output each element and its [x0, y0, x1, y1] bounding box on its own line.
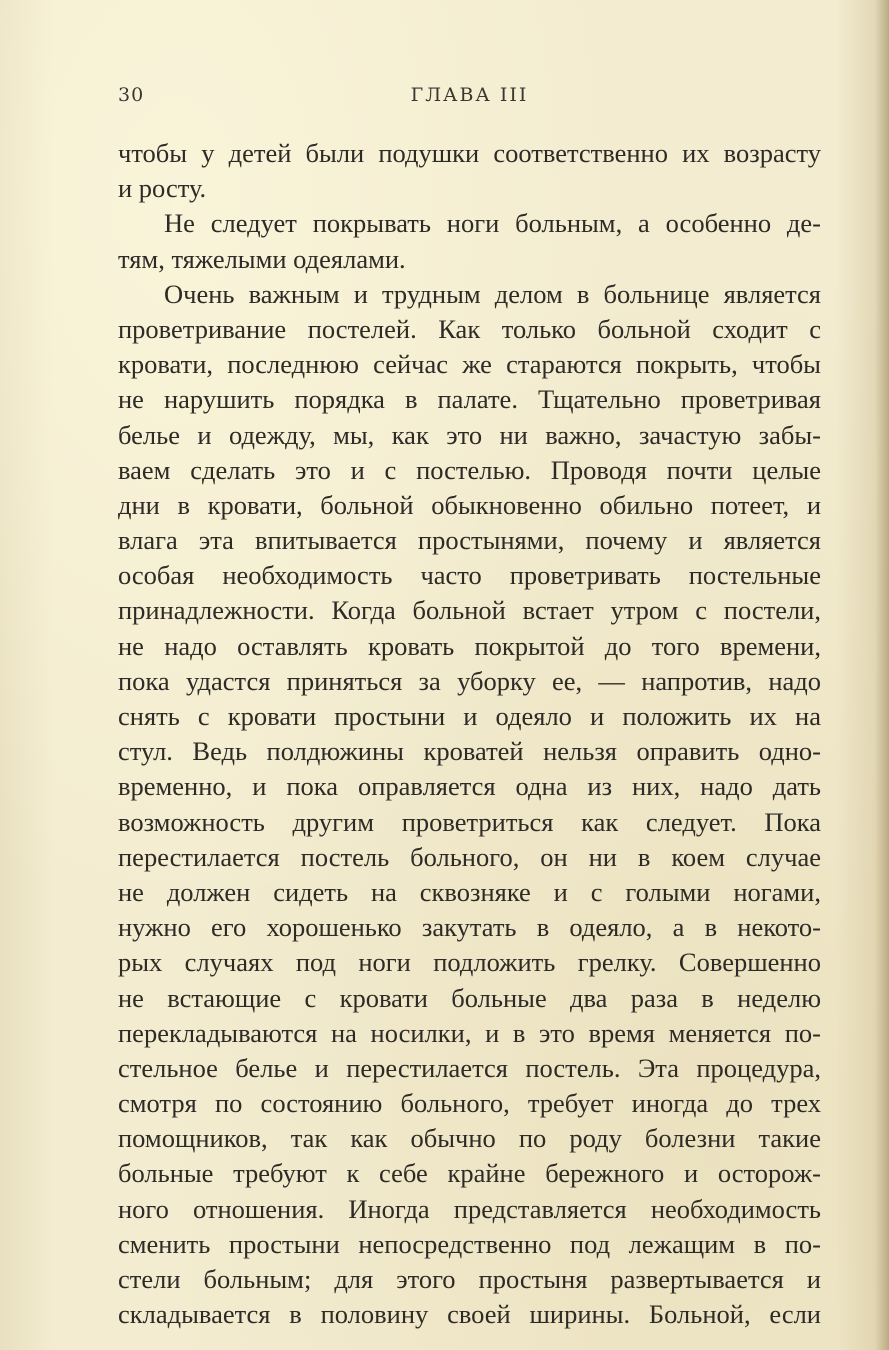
page-edge-shadow: [875, 0, 889, 1350]
text-line: принадлежности. Когда больной встает утром с постели,: [118, 595, 821, 626]
text-line: снять с кровати простыни и одеяло и положить их на: [118, 701, 821, 731]
chapter-title: ГЛАВА III: [410, 84, 529, 106]
text-line: не нарушить порядка в палате. Тщательно проветривая: [118, 384, 821, 415]
text-line: проветривание постелей. Как только больной сходит с: [118, 313, 821, 344]
text-line: ваем сделать это и с постелью. Проводя почти целые: [118, 454, 821, 485]
text-line: складывается в половину своей ширины. Больной, если: [118, 1299, 821, 1330]
text-line: и росту.: [118, 173, 207, 204]
text-line: смотря по состоянию больного, требует иногда до трех: [118, 1088, 821, 1119]
text-line: возможность другим проветриться как следует. Пока: [118, 806, 821, 837]
text-line: чтобы у детей были подушки соответственно их возрасту: [118, 138, 821, 168]
body-text: [118, 136, 821, 1332]
text-line: белье и одежду, мы, как это ни важно, зачастую забы-: [118, 419, 821, 450]
text-line: не надо оставлять кровать покрытой до того времени,: [118, 630, 821, 661]
text-line: сменить простыни непосредственно под лежащим в по-: [118, 1228, 821, 1259]
text-line: пока удастся приняться за уборку ее, — напротив, надо: [118, 665, 821, 696]
text-line: влага эта впитывается простынями, почему и является: [118, 525, 821, 556]
text-line: больные требуют к себе крайне бережного и осторож-: [118, 1158, 821, 1189]
text-line: Очень важным и трудным делом в больнице является: [164, 278, 821, 309]
text-line: кровати, последнюю сейчас же стараются покрыть, чтобы: [118, 349, 821, 380]
text-line: ного отношения. Иногда представляется необходимость: [118, 1193, 821, 1224]
text-line: стул. Ведь полдюжины кроватей нельзя оправить одно-: [118, 736, 821, 767]
text-line: не встающие с кровати больные два раза в неделю: [118, 982, 821, 1013]
text-line: тям, тяжелыми одеялами.: [118, 243, 406, 274]
text-line: особая необходимость часто проветривать постельные: [118, 560, 821, 591]
text-line: помощников, так как обычно по роду болезни такие: [118, 1123, 821, 1154]
running-head: [118, 84, 821, 112]
text-line: Не следует покрывать ноги больным, а особенно де-: [164, 208, 821, 239]
page-number: 30: [118, 84, 145, 106]
text-line: временно, и пока оправляется одна из них, надо дать: [118, 771, 821, 802]
text-line: стели больным; для этого простыня развертывается и: [118, 1264, 821, 1294]
text-line: перестилается постель больного, он ни в коем случае: [118, 841, 821, 872]
text-line: рых случаях под ноги подложить грелку. Совершенно: [118, 947, 821, 978]
text-line: стельное белье и перестилается постель. Эта процедура,: [118, 1052, 821, 1083]
text-line: дни в кровати, больной обыкновенно обильно потеет, и: [118, 489, 821, 520]
text-line: не должен сидеть на сквозняке и с голыми ногами,: [118, 876, 821, 907]
text-line: нужно его хорошенько закутать в одеяло, а в некото-: [118, 912, 821, 943]
text-line: перекладываются на носилки, и в это время меняется по-: [118, 1017, 821, 1048]
